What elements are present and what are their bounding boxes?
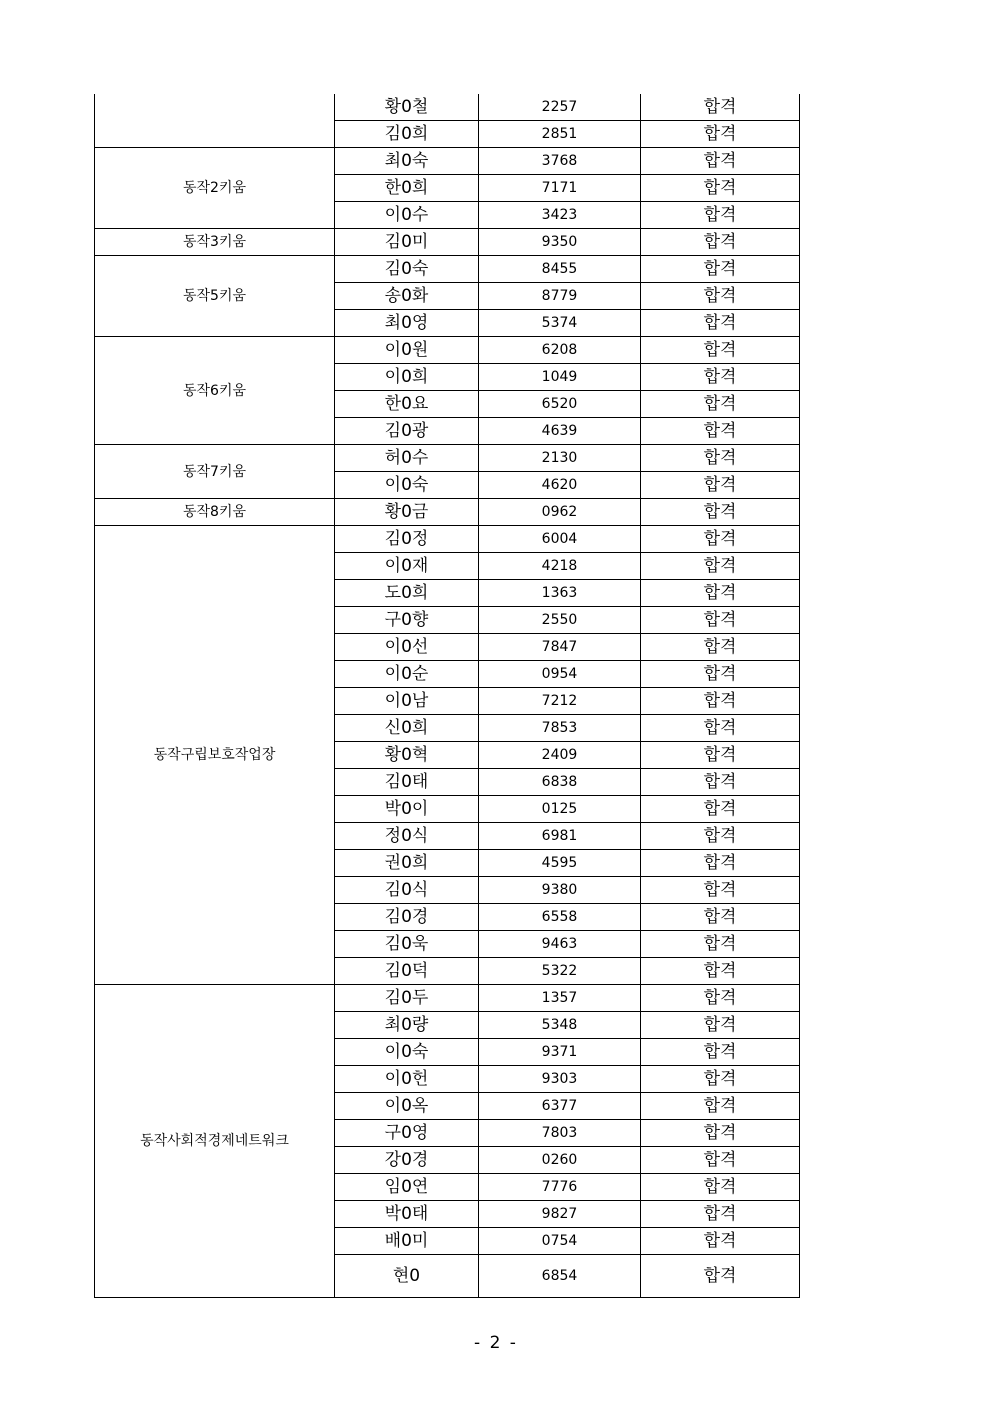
result-cell: 합격	[641, 337, 800, 364]
result-cell: 합격	[641, 1147, 800, 1174]
number-cell: 7847	[479, 634, 641, 661]
result-cell: 합격	[641, 445, 800, 472]
name-cell: 이0재	[335, 553, 479, 580]
number-cell: 6838	[479, 769, 641, 796]
result-cell: 합격	[641, 310, 800, 337]
name-cell: 이0남	[335, 688, 479, 715]
result-cell: 합격	[641, 1201, 800, 1228]
result-cell: 합격	[641, 1066, 800, 1093]
organization-cell: 동작사회적경제네트워크	[95, 985, 335, 1298]
number-cell: 2409	[479, 742, 641, 769]
number-cell: 2257	[479, 94, 641, 121]
result-cell: 합격	[641, 148, 800, 175]
name-cell: 김0정	[335, 526, 479, 553]
number-cell: 1357	[479, 985, 641, 1012]
number-cell: 0954	[479, 661, 641, 688]
table-row	[95, 985, 800, 1012]
organization-cell: 동작8키움	[95, 499, 335, 526]
name-cell: 이0옥	[335, 1093, 479, 1120]
name-cell: 김0숙	[335, 256, 479, 283]
name-cell: 이0숙	[335, 472, 479, 499]
name-cell: 이0숙	[335, 1039, 479, 1066]
result-cell: 합격	[641, 1228, 800, 1255]
number-cell: 7212	[479, 688, 641, 715]
table-row	[95, 526, 800, 553]
name-cell: 박0태	[335, 1201, 479, 1228]
number-cell: 7776	[479, 1174, 641, 1201]
number-cell: 7171	[479, 175, 641, 202]
result-cell: 합격	[641, 418, 800, 445]
result-cell: 합격	[641, 256, 800, 283]
table-row	[95, 148, 800, 175]
name-cell: 이0원	[335, 337, 479, 364]
number-cell: 5374	[479, 310, 641, 337]
name-cell: 김0광	[335, 418, 479, 445]
name-cell: 김0식	[335, 877, 479, 904]
organization-cell: 동작2키움	[95, 148, 335, 229]
name-cell: 이0선	[335, 634, 479, 661]
name-cell: 임0연	[335, 1174, 479, 1201]
result-cell: 합격	[641, 1120, 800, 1147]
name-cell: 송0화	[335, 283, 479, 310]
table-row	[95, 445, 800, 472]
name-cell: 박0이	[335, 796, 479, 823]
number-cell: 6004	[479, 526, 641, 553]
result-cell: 합격	[641, 769, 800, 796]
result-cell: 합격	[641, 958, 800, 985]
result-cell: 합격	[641, 715, 800, 742]
number-cell: 9350	[479, 229, 641, 256]
result-cell: 합격	[641, 1012, 800, 1039]
result-table	[94, 94, 800, 1298]
result-cell: 합격	[641, 1039, 800, 1066]
result-cell: 합격	[641, 499, 800, 526]
result-cell: 합격	[641, 472, 800, 499]
result-cell: 합격	[641, 634, 800, 661]
number-cell: 9827	[479, 1201, 641, 1228]
number-cell: 2130	[479, 445, 641, 472]
number-cell: 0260	[479, 1147, 641, 1174]
name-cell: 배0미	[335, 1228, 479, 1255]
name-cell: 권0희	[335, 850, 479, 877]
number-cell: 7803	[479, 1120, 641, 1147]
name-cell: 현0	[335, 1255, 479, 1298]
result-cell: 합격	[641, 283, 800, 310]
number-cell: 6208	[479, 337, 641, 364]
number-cell: 0754	[479, 1228, 641, 1255]
name-cell: 김0경	[335, 904, 479, 931]
number-cell: 2550	[479, 607, 641, 634]
name-cell: 이0수	[335, 202, 479, 229]
name-cell: 허0수	[335, 445, 479, 472]
number-cell: 5348	[479, 1012, 641, 1039]
name-cell: 이0희	[335, 364, 479, 391]
result-cell: 합격	[641, 607, 800, 634]
result-cell: 합격	[641, 1093, 800, 1120]
name-cell: 김0태	[335, 769, 479, 796]
number-cell: 3423	[479, 202, 641, 229]
organization-cell: 동작5키움	[95, 256, 335, 337]
table-row	[95, 94, 800, 121]
table-row	[95, 337, 800, 364]
organization-cell: 동작3키움	[95, 229, 335, 256]
result-cell: 합격	[641, 931, 800, 958]
name-cell: 정0식	[335, 823, 479, 850]
name-cell: 김0덕	[335, 958, 479, 985]
name-cell: 황0혁	[335, 742, 479, 769]
number-cell: 7853	[479, 715, 641, 742]
number-cell: 6520	[479, 391, 641, 418]
name-cell: 구0향	[335, 607, 479, 634]
name-cell: 김0욱	[335, 931, 479, 958]
name-cell: 신0희	[335, 715, 479, 742]
result-cell: 합격	[641, 526, 800, 553]
name-cell: 구0영	[335, 1120, 479, 1147]
name-cell: 김0미	[335, 229, 479, 256]
number-cell: 4218	[479, 553, 641, 580]
result-cell: 합격	[641, 661, 800, 688]
name-cell: 도0희	[335, 580, 479, 607]
number-cell: 9380	[479, 877, 641, 904]
name-cell: 한0요	[335, 391, 479, 418]
number-cell: 1363	[479, 580, 641, 607]
name-cell: 한0희	[335, 175, 479, 202]
result-cell: 합격	[641, 796, 800, 823]
name-cell: 황0금	[335, 499, 479, 526]
number-cell: 9371	[479, 1039, 641, 1066]
organization-cell	[95, 94, 335, 148]
table-row	[95, 499, 800, 526]
result-cell: 합격	[641, 904, 800, 931]
number-cell: 8779	[479, 283, 641, 310]
number-cell: 9303	[479, 1066, 641, 1093]
number-cell: 4620	[479, 472, 641, 499]
page-number: - 2 -	[474, 1333, 518, 1353]
result-cell: 합격	[641, 553, 800, 580]
number-cell: 4595	[479, 850, 641, 877]
number-cell: 5322	[479, 958, 641, 985]
name-cell: 이0헌	[335, 1066, 479, 1093]
number-cell: 9463	[479, 931, 641, 958]
result-cell: 합격	[641, 94, 800, 121]
number-cell: 0125	[479, 796, 641, 823]
result-cell: 합격	[641, 364, 800, 391]
number-cell: 1049	[479, 364, 641, 391]
number-cell: 4639	[479, 418, 641, 445]
table-row	[95, 229, 800, 256]
name-cell: 황0철	[335, 94, 479, 121]
result-table-body	[95, 94, 800, 1298]
name-cell: 강0경	[335, 1147, 479, 1174]
result-cell: 합격	[641, 580, 800, 607]
name-cell: 김0희	[335, 121, 479, 148]
result-cell: 합격	[641, 877, 800, 904]
result-cell: 합격	[641, 1255, 800, 1298]
name-cell: 김0두	[335, 985, 479, 1012]
number-cell: 3768	[479, 148, 641, 175]
result-cell: 합격	[641, 229, 800, 256]
result-cell: 합격	[641, 985, 800, 1012]
result-cell: 합격	[641, 391, 800, 418]
result-cell: 합격	[641, 175, 800, 202]
result-cell: 합격	[641, 742, 800, 769]
name-cell: 이0순	[335, 661, 479, 688]
number-cell: 6558	[479, 904, 641, 931]
name-cell: 최0영	[335, 310, 479, 337]
number-cell: 8455	[479, 256, 641, 283]
result-cell: 합격	[641, 202, 800, 229]
number-cell: 6377	[479, 1093, 641, 1120]
organization-cell: 동작6키움	[95, 337, 335, 445]
result-cell: 합격	[641, 688, 800, 715]
result-cell: 합격	[641, 1174, 800, 1201]
table-row	[95, 256, 800, 283]
result-cell: 합격	[641, 823, 800, 850]
organization-cell: 동작구립보호작업장	[95, 526, 335, 985]
number-cell: 6981	[479, 823, 641, 850]
result-cell: 합격	[641, 850, 800, 877]
number-cell: 2851	[479, 121, 641, 148]
organization-cell: 동작7키움	[95, 445, 335, 499]
result-cell: 합격	[641, 121, 800, 148]
name-cell: 최0숙	[335, 148, 479, 175]
number-cell: 6854	[479, 1255, 641, 1298]
number-cell: 0962	[479, 499, 641, 526]
name-cell: 최0량	[335, 1012, 479, 1039]
